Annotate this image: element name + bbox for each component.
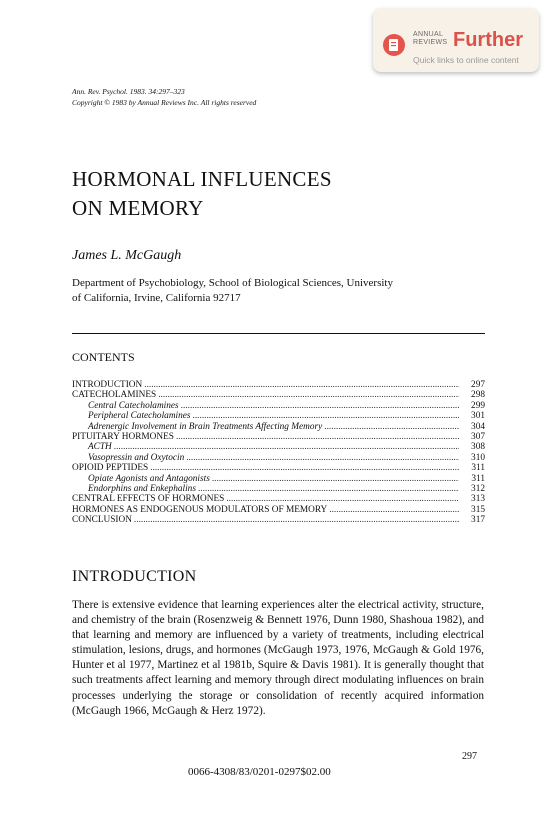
- toc-entry-label: CENTRAL EFFECTS OF HORMONES: [72, 494, 225, 505]
- toc-entry[interactable]: [72, 484, 485, 494]
- toc-entry-label: Opiate Agonists and Antagonists: [88, 473, 210, 484]
- toc-entry[interactable]: [72, 494, 485, 504]
- toc-entry[interactable]: [72, 422, 485, 432]
- divider-rule: [72, 333, 485, 334]
- toc-entry[interactable]: [72, 380, 485, 390]
- badge-subtitle: Quick links to online content: [413, 55, 519, 65]
- toc-leader-dots: [150, 463, 459, 473]
- toc-entry-label: Endorphins and Enkephalins: [88, 483, 196, 494]
- toc-entry-label: INTRODUCTION: [72, 380, 143, 390]
- toc-entry-label: Vasopressin and Oxytocin: [88, 452, 185, 463]
- toc-entry-label: Central Catecholamines: [88, 400, 179, 411]
- toc-leader-dots: [198, 484, 459, 494]
- toc-entry-page: 317: [471, 515, 485, 526]
- toc-entry-page: 301: [471, 411, 485, 422]
- toc-leader-dots: [324, 422, 459, 432]
- toc-entry-page: 315: [471, 504, 485, 515]
- toc-leader-dots: [186, 453, 459, 463]
- toc-leader-dots: [176, 432, 459, 442]
- toc-entry-label: CATECHOLAMINES: [72, 390, 157, 401]
- toc-entry[interactable]: [72, 401, 485, 411]
- toc-entry-page: 304: [471, 421, 485, 432]
- toc-entry[interactable]: [72, 474, 485, 484]
- toc-entry-label: Adrenergic Involvement in Brain Treatments Affecting Memory: [88, 421, 323, 432]
- toc-entry-label: PITUITARY HORMONES: [72, 431, 174, 442]
- toc-entry-page: 297: [471, 380, 485, 390]
- author-name: James L. McGaugh: [72, 248, 182, 263]
- intro-paragraph: There is extensive evidence that learning experiences alter the electrical activity, structure, and chemistry of the brain (Rosenzweig & Bennett 1976, Dunn 1980, Shashoua 1982), and that learning and memory are influenced by a variety of treatments, including electrical stimulation, lesions, drugs, and hormones (McGaugh 1973, 1976, McGaugh & Gold 1976, Hunter et al 1977, Martinez et al 1981b, Squire & Davis 1981). It is generally thought that such treatments affect learning and memory through direct modulating influences on brain processes underlying the storage or consolidation of recently acquired information (McGaugh 1966, McGaugh & Herz 1972).: [72, 599, 484, 717]
- journal-citation: Ann. Rev. Psychol. 1983. 34:297–323 Copyright © 1983 by Annual Reviews Inc. All rights reserved: [72, 87, 257, 107]
- toc-entry-page: 299: [471, 400, 485, 411]
- badge-brand: Further: [453, 29, 523, 51]
- toc-leader-dots: [193, 411, 459, 421]
- toc-entry-label: OPIOID PEPTIDES: [72, 463, 149, 474]
- toc-leader-dots: [134, 515, 459, 525]
- toc-leader-dots: [144, 380, 459, 390]
- toc-entry[interactable]: [72, 432, 485, 442]
- toc-entry[interactable]: [72, 505, 485, 515]
- toc-entry-page: 311: [471, 463, 485, 474]
- toc-entry[interactable]: [72, 390, 485, 400]
- toc-entry[interactable]: [72, 453, 485, 463]
- toc-leader-dots: [114, 442, 459, 452]
- toc-leader-dots: [181, 401, 459, 411]
- toc-entry-label: HORMONES AS ENDOGENOUS MODULATORS OF MEMORY: [72, 504, 328, 515]
- toc-entry-page: 310: [471, 452, 485, 463]
- toc-leader-dots: [329, 505, 459, 515]
- toc-entry-page: 298: [471, 390, 485, 401]
- annual-reviews-logo-icon: [383, 34, 405, 56]
- author-affiliation: Department of Psychobiology, School of Biological Sciences, University of California, Irvine, California 92717: [72, 277, 393, 304]
- table-of-contents: [72, 380, 485, 525]
- badge-small-label: ANNUAL REVIEWS: [413, 31, 448, 46]
- toc-entry-page: 313: [471, 494, 485, 505]
- toc-entry-page: 308: [471, 442, 485, 453]
- article-title: HORMONAL INFLUENCES ON MEMORY: [72, 167, 332, 220]
- toc-entry-label: ACTH: [88, 442, 112, 453]
- toc-entry[interactable]: [72, 515, 485, 525]
- further-badge[interactable]: [373, 8, 539, 72]
- toc-entry[interactable]: [72, 411, 485, 421]
- toc-entry-page: 307: [471, 431, 485, 442]
- toc-leader-dots: [158, 390, 459, 400]
- page-number: 297: [462, 751, 477, 762]
- toc-entry-page: 311: [471, 473, 485, 484]
- toc-leader-dots: [226, 494, 459, 504]
- toc-entry-page: 312: [471, 483, 485, 494]
- toc-entry-label: Peripheral Catecholamines: [88, 411, 191, 422]
- toc-leader-dots: [212, 474, 459, 484]
- toc-entry-label: CONCLUSION: [72, 515, 132, 526]
- section-heading: INTRODUCTION: [72, 568, 197, 585]
- footer-code: 0066-4308/83/0201-0297$02.00: [188, 766, 331, 778]
- contents-heading: CONTENTS: [72, 350, 135, 364]
- toc-entry[interactable]: [72, 463, 485, 473]
- toc-entry[interactable]: [72, 442, 485, 452]
